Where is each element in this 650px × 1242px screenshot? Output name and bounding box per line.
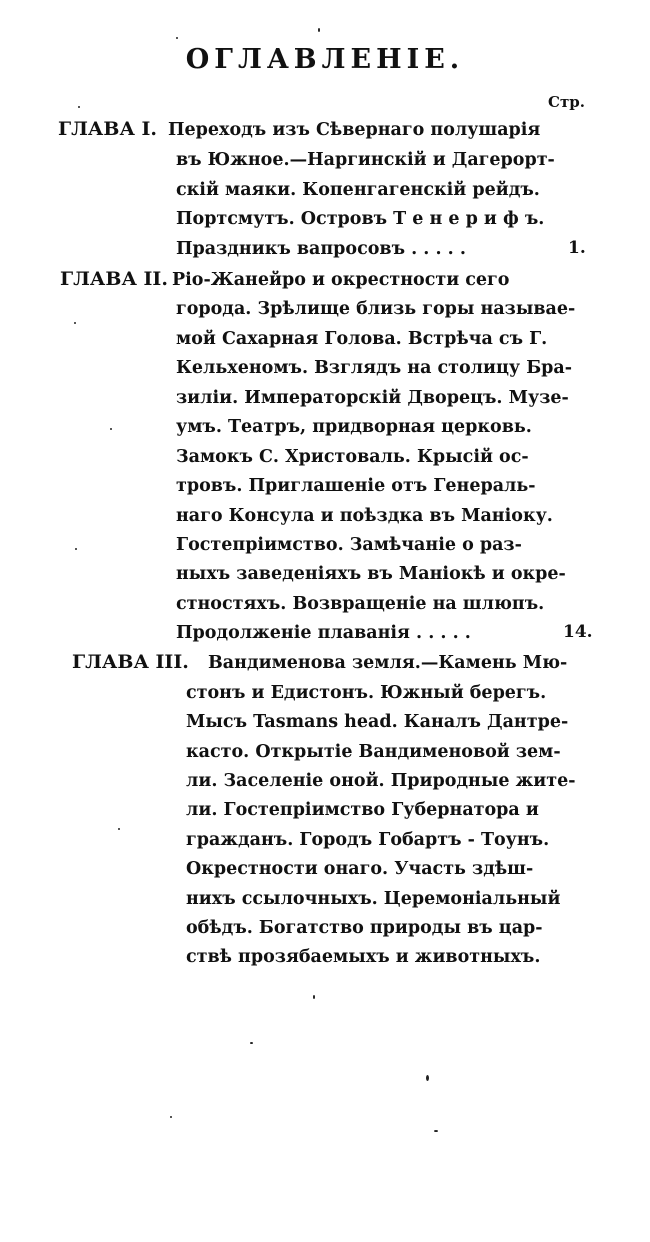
toc-line: мой Сахарная Голова. Встрѣча съ Г. <box>176 329 548 349</box>
toc-line: въ Южное.—Наргинскій и Дагерорт- <box>176 150 555 170</box>
page-title: ОГЛАВЛЕНІЕ. <box>185 44 465 75</box>
toc-line: ли. Заселеніе оной. Природные жите- <box>186 771 576 791</box>
scan-speck <box>426 1075 429 1081</box>
toc-line: ныхъ заведеніяхъ въ Маніокѣ и окре- <box>176 564 566 584</box>
toc-line: касто. Открытіе Вандименовой зем- <box>186 742 561 762</box>
toc-line: Мысъ Tasmans head. Каналъ Дантре- <box>186 712 569 732</box>
toc-line: Кельхеномъ. Взглядъ на столицу Бра- <box>176 358 573 378</box>
toc-line: Праздникъ вапросовъ . . . . . <box>176 239 466 259</box>
toc-line: тровъ. Приглашеніе отъ Генераль- <box>176 476 536 496</box>
scan-speck <box>434 1130 438 1132</box>
scan-speck <box>170 1116 172 1118</box>
scan-speck <box>313 995 315 999</box>
toc-line: Замокъ С. Христоваль. Крысій ос- <box>176 447 529 467</box>
toc-line: Вандименова земля.—Камень Мю- <box>208 653 568 673</box>
toc-line: обѣдъ. Богатство природы въ цар- <box>186 918 543 938</box>
toc-line: Ріо-Жанейро и окрестности сего <box>172 270 510 290</box>
page-number: 14. <box>563 622 593 642</box>
toc-line: стностяхъ. Возвращеніе на шлюпъ. <box>176 594 545 614</box>
scan-speck <box>176 37 178 39</box>
toc-line: ствѣ прозябаемыхъ и животныхъ. <box>186 947 541 967</box>
toc-line: города. Зрѣлище близь горы называе- <box>176 299 576 319</box>
toc-line: скій маяки. Копенгагенскій рейдъ. <box>176 180 540 200</box>
page-number: 1. <box>568 238 586 258</box>
toc-line: Продолженіе плаванія . . . . . <box>176 623 471 643</box>
toc-line: Окрестности онаго. Участь здѣш- <box>186 859 534 879</box>
toc-line: Гостепріимство. Замѣчаніе о раз- <box>176 535 522 555</box>
page-column-label: Стр. <box>548 93 585 111</box>
scan-speck <box>74 322 76 324</box>
toc-line: Переходъ изъ Сѣвернаго полушарія <box>168 120 541 140</box>
toc-line: Портсмутъ. Островъ Т е н е р и ф ъ. <box>176 209 545 229</box>
toc-line: зиліи. Императорскій Дворецъ. Музе- <box>176 388 569 408</box>
chapter-label: ГЛАВА III. <box>72 651 189 673</box>
scan-speck <box>250 1042 253 1044</box>
scan-speck <box>110 428 112 430</box>
toc-line: ли. Гостепріимство Губернатора и <box>186 800 539 820</box>
chapter-label: ГЛАВА I. <box>58 118 158 140</box>
scan-speck <box>318 28 320 32</box>
toc-line: гражданъ. Городъ Гобартъ - Тоунъ. <box>186 830 550 850</box>
scan-speck <box>118 828 120 830</box>
scan-speck <box>75 548 77 550</box>
chapter-label: ГЛАВА II. <box>60 268 168 290</box>
toc-line: стонъ и Едистонъ. Южный берегъ. <box>186 683 547 703</box>
toc-line: умъ. Театръ, придворная церковь. <box>176 417 532 437</box>
scan-speck <box>78 106 80 108</box>
toc-line: нихъ ссылочныхъ. Церемоніальный <box>186 889 561 909</box>
toc-line: наго Консула и поѣздка въ Маніоку. <box>176 506 553 526</box>
